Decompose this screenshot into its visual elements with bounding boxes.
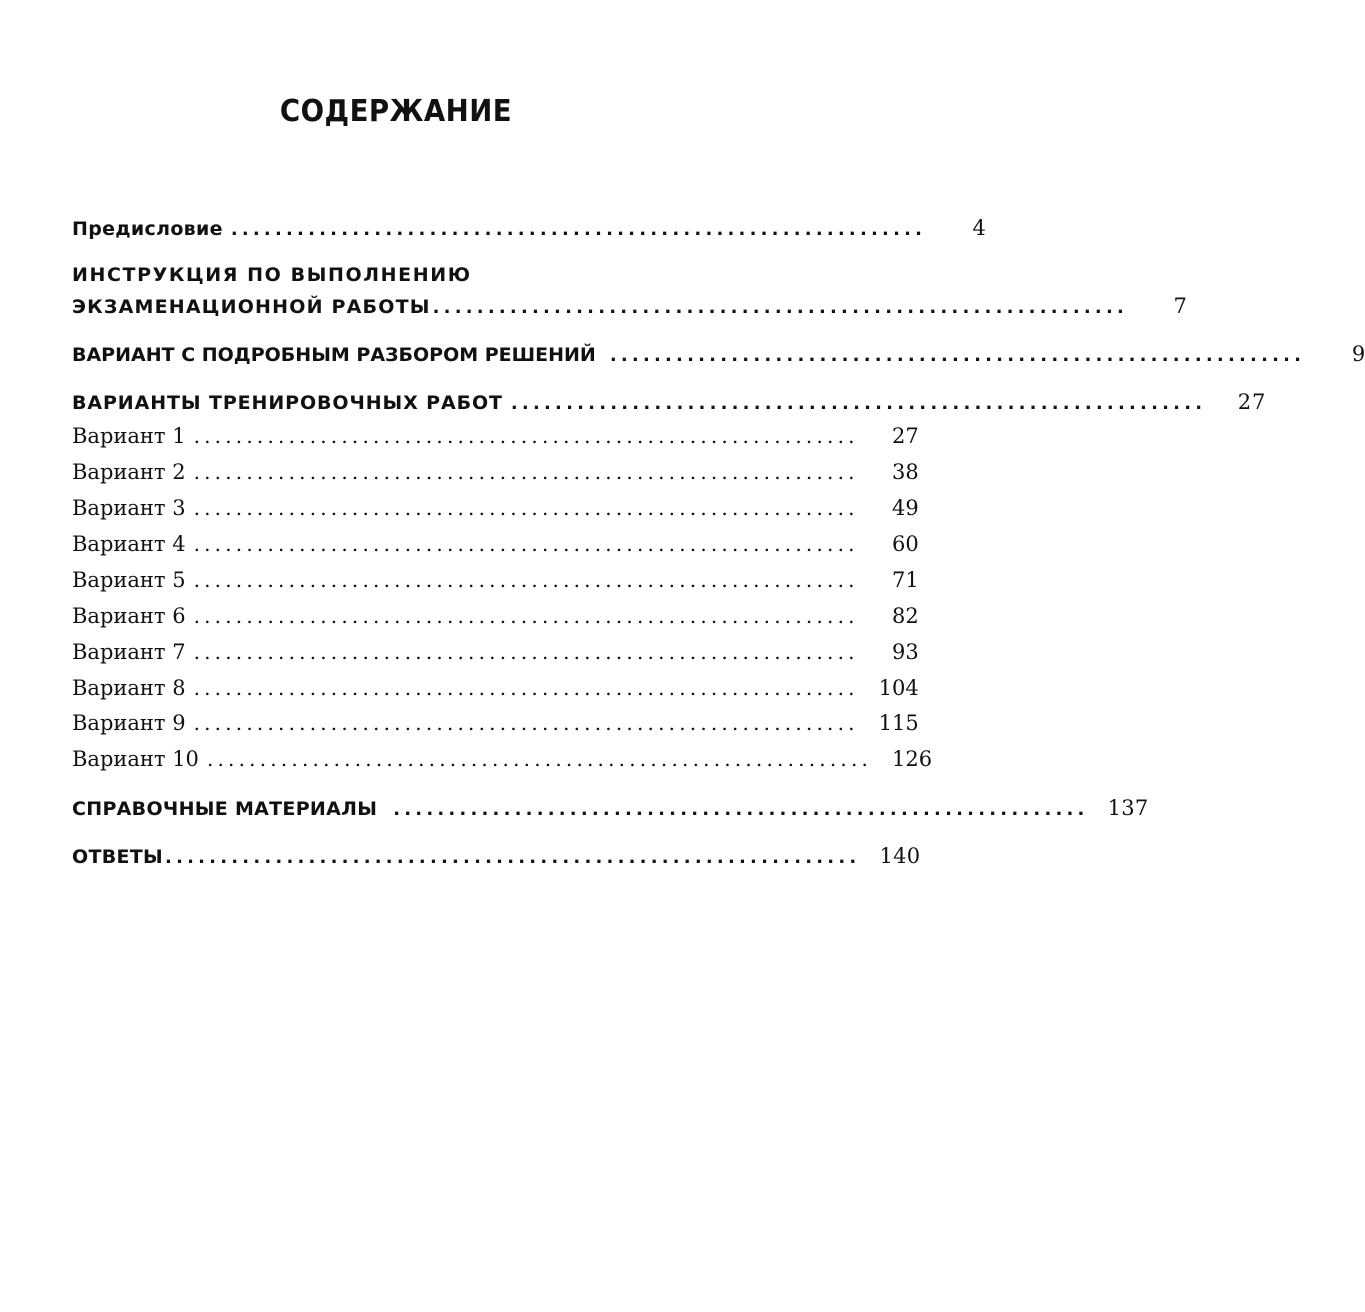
- dot-leader: ...............................................................: [193, 532, 859, 556]
- dot-leader: ...............................................................: [510, 393, 1207, 414]
- toc-page-number: 27: [1237, 390, 1267, 414]
- toc-page-number: 60: [891, 532, 919, 556]
- toc-page-number: 7: [1173, 294, 1189, 318]
- toc-entry-instructions-line1[interactable]: ИНСТРУКЦИЯ ПО ВЫПОЛНЕНИЮ: [72, 264, 472, 286]
- toc-entry-label: Вариант 2: [72, 460, 186, 484]
- dot-leader: ...............................................................: [393, 799, 1089, 820]
- toc-entry-label: Вариант 1: [72, 424, 186, 448]
- toc-entry-label: СПРАВОЧНЫЕ МАТЕРИАЛЫ: [72, 798, 378, 820]
- toc-entry-variant-1[interactable]: [72, 424, 919, 448]
- toc-entry-label: Вариант 8: [72, 676, 186, 700]
- toc-page-number: 9: [1351, 342, 1365, 366]
- toc-entry-label: Вариант 6: [72, 604, 186, 628]
- toc-entry-variant-9[interactable]: [72, 711, 919, 735]
- toc-entry-detailed-variant[interactable]: [72, 342, 1365, 366]
- toc-page-number: 115: [878, 711, 919, 735]
- toc-entry-reference[interactable]: [72, 796, 1149, 820]
- toc-entry-label: Вариант 9: [72, 711, 186, 735]
- page-title: СОДЕРЖАНИЕ: [279, 94, 513, 129]
- toc-entry-label: ОТВЕТЫ: [72, 846, 164, 868]
- toc-entry-variant-6[interactable]: [72, 604, 919, 628]
- toc-entry-label: Вариант 3: [72, 496, 186, 520]
- dot-leader: ...............................................................: [230, 219, 927, 240]
- toc-entry-label: Вариант 4: [72, 532, 186, 556]
- dot-leader: ...............................................................: [193, 460, 859, 484]
- toc-entry-label: Вариант 5: [72, 568, 186, 592]
- toc-page-number: 137: [1107, 796, 1149, 820]
- toc-entry-answers[interactable]: [72, 844, 921, 868]
- dot-leader: ...............................................................: [193, 676, 859, 700]
- dot-leader: ...............................................................: [206, 747, 873, 771]
- toc-page-number: 38: [891, 460, 919, 484]
- toc-entry-label: Вариант 7: [72, 640, 186, 664]
- dot-leader: ...............................................................: [193, 640, 859, 664]
- toc-entry-preface[interactable]: [72, 216, 987, 240]
- dot-leader: ...............................................................: [193, 568, 859, 592]
- dot-leader: ...............................................................: [193, 424, 859, 448]
- toc-entry-label: Вариант 10: [72, 747, 199, 771]
- dot-leader: ...............................................................: [193, 496, 859, 520]
- toc-entry-label: ВАРИАНТЫ ТРЕНИРОВОЧНЫХ РАБОТ: [72, 392, 503, 414]
- dot-leader: ...............................................................: [193, 711, 859, 735]
- toc-page-number: 126: [891, 747, 933, 771]
- toc-entry-label: ЭКЗАМЕНАЦИОННОЙ РАБОТЫ: [72, 296, 431, 318]
- toc-entry-variant-4[interactable]: [72, 532, 919, 556]
- dot-leader: ...............................................................: [609, 345, 1306, 366]
- toc-page-number: 140: [879, 844, 921, 868]
- toc-page-number: 93: [891, 640, 919, 664]
- dot-leader: ...............................................................: [193, 604, 859, 628]
- toc-page-number: 71: [891, 568, 919, 592]
- dot-leader: ...............................................................: [165, 847, 861, 868]
- toc-entry-training-variants[interactable]: [72, 390, 1267, 414]
- toc-entry-variant-2[interactable]: [72, 460, 919, 484]
- toc-page-number: 4: [972, 216, 987, 240]
- toc-entry-variant-7[interactable]: [72, 640, 919, 664]
- toc-entry-variant-3[interactable]: [72, 496, 919, 520]
- toc-entry-variant-10[interactable]: [72, 747, 933, 771]
- toc-entry-variant-8[interactable]: [72, 676, 919, 700]
- toc-entry-instructions[interactable]: [72, 294, 1189, 318]
- toc-page-number: 49: [891, 496, 919, 520]
- toc-page-number: 27: [891, 424, 919, 448]
- toc-page-number: 104: [878, 676, 919, 700]
- toc-page-number: 82: [891, 604, 919, 628]
- toc-entry-variant-5[interactable]: [72, 568, 919, 592]
- toc-entry-label: Предисловие: [72, 218, 223, 240]
- toc-entry-label: ВАРИАНТ С ПОДРОБНЫМ РАЗБОРОМ РЕШЕНИЙ: [72, 344, 596, 366]
- dot-leader: ...............................................................: [432, 297, 1129, 318]
